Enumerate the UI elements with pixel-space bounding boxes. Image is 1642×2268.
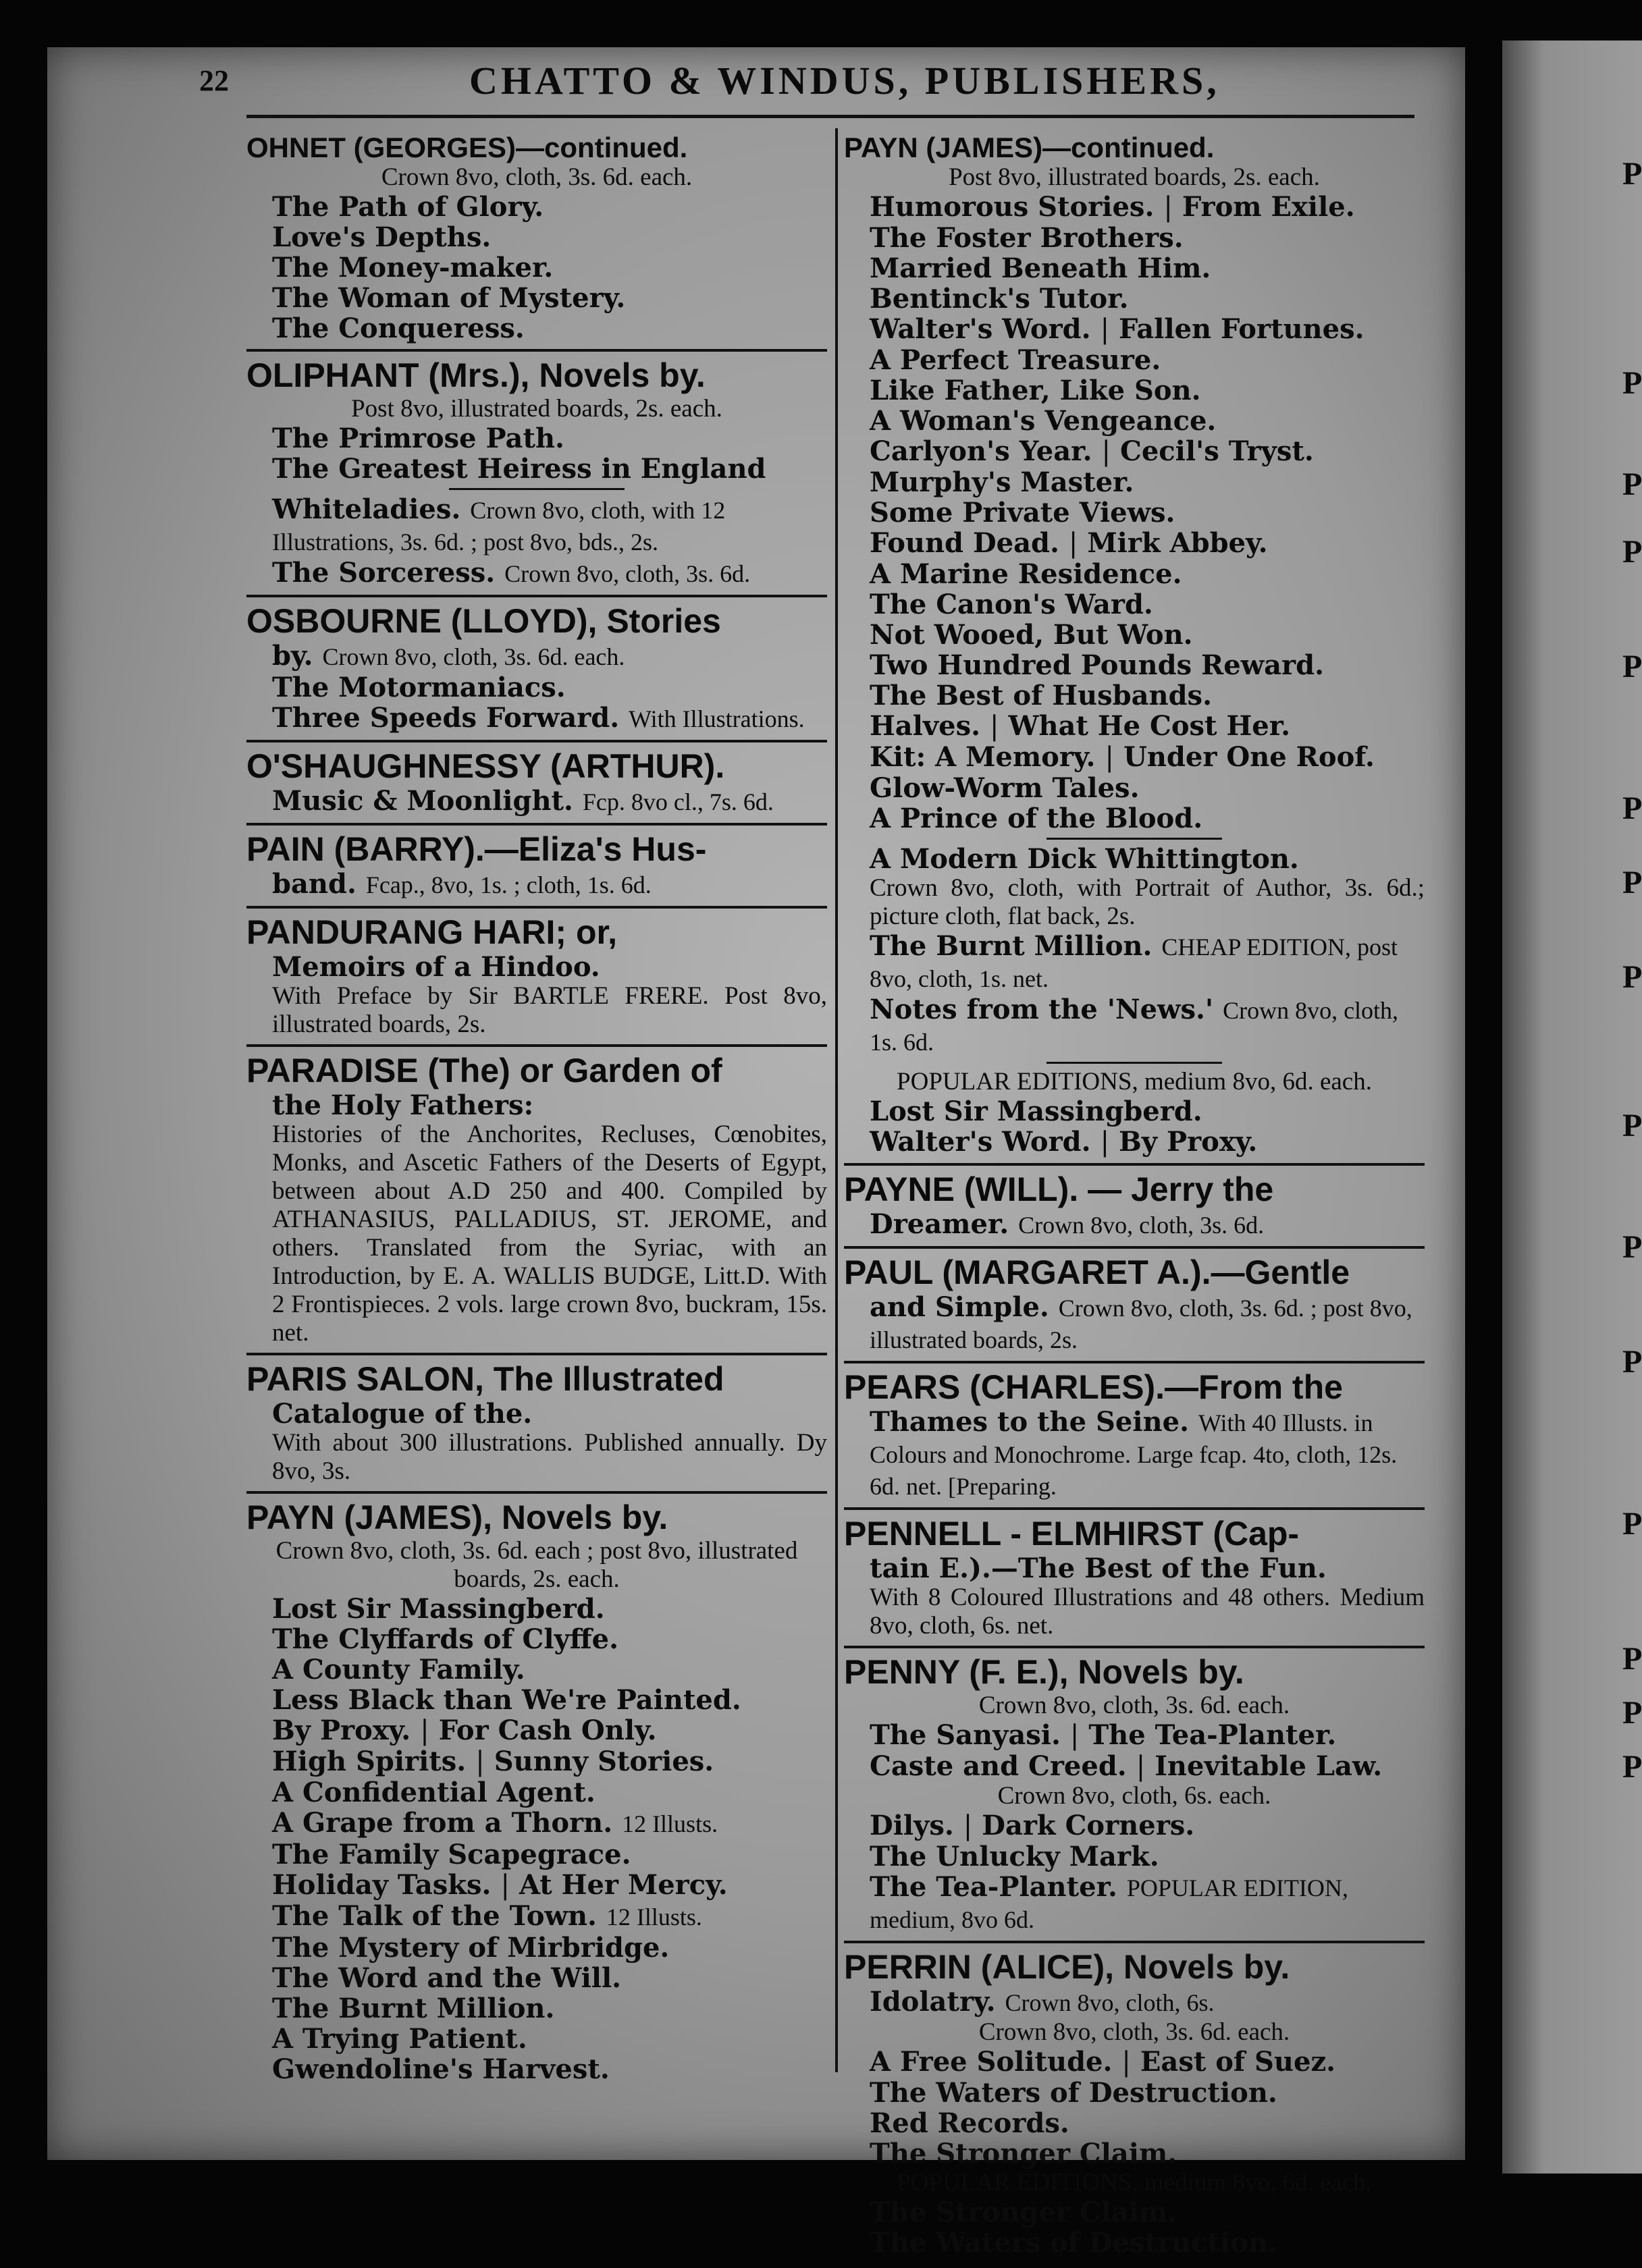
author-heading: PENNY (F. E.), Novels by.	[844, 1653, 1244, 1691]
book-title: The Tea-Planter. POPULAR EDITION, medium, 8vo 6d.	[870, 1871, 1348, 1933]
book-title: The Foster Brothers.	[870, 222, 1184, 254]
book-title: The Sorceress. Crown 8vo, cloth, 3s. 6d.	[272, 557, 751, 589]
author-heading: PARADISE (The) or Garden of	[246, 1052, 722, 1089]
book-title: Less Black than We're Painted.	[272, 1684, 741, 1716]
book-title-pair: Found Dead. | Mirk Abbey.	[870, 527, 1268, 559]
book-title: The Woman of Mystery.	[272, 282, 626, 314]
book-title: the Holy Fathers:	[272, 1089, 534, 1121]
author-heading: PAYN (JAMES)—continued.	[844, 132, 1215, 163]
book-title: Lost Sir Massingberd.	[272, 1593, 605, 1625]
margin-letter: P	[1622, 865, 1642, 900]
popular-editions-note: POPULAR EDITIONS, medium 8vo, 6d. each.	[897, 2169, 1372, 2196]
margin-letter: P	[1622, 1695, 1642, 1731]
book-title: A County Family.	[272, 1654, 525, 1685]
entry-oliphant	[246, 352, 827, 597]
entry-payne	[844, 1166, 1425, 1249]
margin-letter: P	[1622, 1344, 1642, 1380]
left-column	[246, 128, 827, 2090]
book-title: The Money-maker.	[272, 252, 554, 284]
entry-paul	[844, 1249, 1425, 1364]
book-title: A Trying Patient.	[272, 2023, 527, 2055]
book-title: The Canon's Ward.	[870, 589, 1153, 620]
format-note: Fcp. 8vo cl., 7s. 6d.	[582, 788, 774, 815]
entry-ohnet	[246, 128, 827, 352]
running-title: CHATTO & WINDUS, PUBLISHERS,	[469, 59, 1220, 103]
adjacent-page-edge	[1502, 40, 1642, 2174]
book-title: The Motormaniacs.	[272, 672, 566, 703]
book-title: The Stronger Claim.	[870, 2196, 1177, 2228]
book-title: A Perfect Treasure.	[870, 344, 1161, 376]
author-heading: PERRIN (ALICE), Novels by.	[844, 1948, 1290, 1986]
book-title-pair: Walter's Word. | By Proxy.	[870, 1126, 1258, 1158]
book-title: The Family Scapegrace.	[272, 1839, 631, 1870]
book-title: A Marine Residence.	[870, 558, 1182, 590]
book-title: Murphy's Master.	[870, 466, 1134, 498]
author-heading: PENNELL - ELMHIRST (Cap-	[844, 1515, 1300, 1552]
book-title: Dreamer. Crown 8vo, cloth, 3s. 6d.	[870, 1208, 1265, 1240]
book-title: The Conqueress.	[272, 313, 525, 344]
book-title: Whiteladies. Crown 8vo, cloth, with 12 Illustrations, 3s. 6d. ; post 8vo, bds., 2s.	[272, 493, 726, 556]
margin-letter: P	[1622, 156, 1642, 192]
description: With Preface by Sir BARTLE FRERE. Post 8vo, illustrated boards, 2s.	[272, 982, 827, 1038]
format-note: Crown 8vo, cloth, 3s. 6d. each.	[381, 163, 693, 191]
book-title: A Modern Dick Whittington.	[870, 843, 1299, 875]
book-title: The Path of Glory.	[272, 191, 544, 223]
book-title-pair: Kit: A Memory. | Under One Roof.	[870, 741, 1375, 773]
margin-letter: P	[1622, 534, 1642, 570]
book-title: Memoirs of a Hindoo.	[272, 951, 600, 983]
margin-letter: P	[1622, 466, 1642, 502]
book-title: Gwendoline's Harvest.	[272, 2053, 610, 2085]
book-title: and Simple. Crown 8vo, cloth, 3s. 6d. ; post 8vo, illustrated boards, 2s.	[870, 1291, 1412, 1353]
margin-letter: P	[1622, 649, 1642, 684]
entry-paradise	[246, 1047, 827, 1355]
book-title-pair: By Proxy. | For Cash Only.	[272, 1714, 657, 1746]
header-rule	[246, 115, 1414, 118]
book-title: A Prince of the Blood.	[870, 803, 1203, 834]
entry-penny	[844, 1648, 1425, 1943]
book-title: Thames to the Seine. With 40 Illusts. in Colours and Monochrome. Large fcap. 4to, cloth, 12s. 6d. net. [Preparing.	[870, 1406, 1398, 1500]
book-title: The Mystery of Mirbridge.	[272, 1932, 670, 1964]
entry-perrin	[844, 1943, 1425, 2263]
book-title: The Clyffards of Clyffe.	[272, 1623, 619, 1655]
format-note: Crown 8vo, cloth, 6s. each.	[997, 1782, 1271, 1810]
author-heading: PARIS SALON, The Illustrated	[246, 1360, 724, 1398]
book-title-pair: A Free Solitude. | East of Suez.	[870, 2046, 1336, 2078]
margin-letter: P	[1622, 1229, 1642, 1265]
book-title-pair: Holiday Tasks. | At Her Mercy.	[272, 1869, 728, 1901]
margin-letter: P	[1622, 1108, 1642, 1143]
author-heading: OLIPHANT (Mrs.), Novels by.	[246, 356, 706, 394]
book-title: Glow-Worm Tales.	[870, 772, 1140, 804]
book-title: The Unlucky Mark.	[870, 1841, 1159, 1872]
popular-editions-note: POPULAR EDITIONS, medium 8vo, 6d. each.	[897, 1068, 1372, 1096]
book-title: Like Father, Like Son.	[870, 375, 1201, 406]
entry-pears	[844, 1364, 1425, 1510]
margin-letter: P	[1622, 1749, 1642, 1785]
entry-payn	[246, 1494, 827, 2090]
format-note: Crown 8vo, cloth, 3s. 6d.	[504, 560, 751, 587]
entry-pandurang	[246, 909, 827, 1047]
author-heading: O'SHAUGHNESSY (ARTHUR).	[246, 747, 725, 785]
book-title: tain E.).—The Best of the Fun.	[870, 1552, 1327, 1584]
book-title: Catalogue of the.	[272, 1398, 533, 1430]
rule	[1047, 1062, 1222, 1064]
book-title: A Grape from a Thorn. 12 Illusts.	[272, 1807, 718, 1839]
book-title: Some Private Views.	[870, 497, 1175, 529]
format-note: Crown 8vo, cloth, with 12 Illustrations, 3s. 6d. ; post 8vo, bds., 2s.	[272, 497, 726, 556]
description: With 8 Coloured Illustrations and 48 others. Medium 8vo, cloth, 6s. net.	[870, 1584, 1425, 1640]
running-head	[199, 58, 1414, 105]
book-title: The Greatest Heiress in England	[272, 453, 766, 485]
page-number: 22	[199, 64, 229, 97]
entry-pain	[246, 826, 827, 909]
author-heading: OSBOURNE (LLOYD), Stories	[246, 602, 721, 640]
entry-paris-salon	[246, 1355, 827, 1494]
format-note: Crown 8vo, cloth, 3s. 6d. each.	[978, 1692, 1290, 1719]
description: With about 300 illustrations. Published annually. Dy 8vo, 3s.	[272, 1429, 827, 1485]
book-title: The Waters of Destruction.	[870, 2227, 1277, 2259]
book-title-pair: The Sanyasi. | The Tea-Planter.	[870, 1719, 1337, 1751]
book-title-pair: High Spirits. | Sunny Stories.	[272, 1746, 714, 1777]
book-title-pair: Halves. | What He Cost Her.	[870, 710, 1291, 742]
book-title: Not Wooed, But Won.	[870, 619, 1193, 651]
book-title: Bentinck's Tutor.	[870, 283, 1129, 315]
book-title: The Burnt Million. CHEAP EDITION, post 8vo, cloth, 1s. net.	[870, 930, 1398, 992]
author-heading: PEARS (CHARLES).—From the	[844, 1368, 1343, 1406]
entry-pennell	[844, 1510, 1425, 1648]
author-heading: PAUL (MARGARET A.).—Gentle	[844, 1253, 1350, 1291]
author-heading: PAYNE (WILL). — Jerry the	[844, 1170, 1274, 1208]
format-note: Fcap., 8vo, 1s. ; cloth, 1s. 6d.	[365, 871, 652, 898]
author-heading: PANDURANG HARI; or,	[246, 913, 618, 951]
book-title: Three Speeds Forward. With Illustrations.	[272, 702, 805, 734]
margin-letter: P	[1622, 959, 1642, 995]
book-title-pair: Dilys. | Dark Corners.	[870, 1810, 1195, 1841]
entry-osbourne	[246, 597, 827, 742]
entry-oshaughnessy	[246, 742, 827, 826]
book-title: The Primrose Path.	[272, 423, 564, 454]
margin-letter: P	[1622, 790, 1642, 826]
margin-letter: P	[1622, 1506, 1642, 1542]
book-title: Notes from the 'News.' Crown 8vo, cloth, 1s. 6d.	[870, 994, 1399, 1056]
book-title: A Woman's Vengeance.	[870, 405, 1217, 437]
book-title-pair: Walter's Word. | Fallen Fortunes.	[870, 313, 1365, 345]
book-title: band. Fcap., 8vo, 1s. ; cloth, 1s. 6d.	[272, 868, 652, 900]
book-title: The Waters of Destruction.	[870, 2077, 1277, 2109]
book-title: Two Hundred Pounds Reward.	[870, 649, 1325, 681]
book-title: Idolatry. Crown 8vo, cloth, 6s.	[870, 1986, 1215, 2018]
book-title: Love's Depths.	[272, 221, 492, 253]
book-title-pair: Caste and Creed. | Inevitable Law.	[870, 1750, 1383, 1782]
format-note: Crown 8vo, cloth, with Portrait of Author, 3s. 6d.; picture cloth, flat back, 2s.	[870, 874, 1425, 930]
book-title: The Talk of the Town. 12 Illusts.	[272, 1900, 702, 1932]
book-title: Lost Sir Massingberd.	[870, 1096, 1202, 1127]
entry-payn-continued	[844, 128, 1425, 1166]
margin-letter: P	[1622, 1641, 1642, 1677]
description: Histories of the Anchorites, Recluses, Cœnobites, Monks, and Ascetic Fathers of the Deserts of Egypt, between about A.D 250 and 400. Compiled by ATHANASIUS, PALLADIUS, ST. JEROME, and others. Translated from the Syriac, with an Introduction, by E. A. WALLIS BUDGE, Litt.D. With 2 Frontispieces. 2 vols. large crown 8vo, buckram, 15s. net.	[272, 1120, 827, 1347]
author-heading: OHNET (GEORGES)—continued.	[246, 132, 688, 163]
book-title-pair: Humorous Stories. | From Exile.	[870, 191, 1355, 223]
book-title-pair: Carlyon's Year. | Cecil's Tryst.	[870, 435, 1314, 467]
book-title: Married Beneath Him.	[870, 252, 1211, 284]
book-title: Music & Moonlight. Fcp. 8vo cl., 7s. 6d.	[272, 785, 774, 817]
format-note: Post 8vo, illustrated boards, 2s. each.	[949, 163, 1320, 191]
format-note: Crown 8vo, cloth, 3s. 6d. each.	[978, 2018, 1290, 2046]
margin-letter: P	[1622, 365, 1642, 401]
book-title: The Stronger Claim.	[870, 2138, 1177, 2169]
format-note: Crown 8vo, cloth, 3s. 6d. each.	[322, 643, 625, 670]
format-note: Post 8vo, illustrated boards, 2s. each.	[351, 395, 722, 423]
book-title: The Word and the Will.	[272, 1962, 622, 1994]
book-title: The Burnt Million.	[272, 1993, 555, 2024]
rule	[1047, 838, 1222, 840]
column-divider	[835, 128, 838, 2072]
book-title: The Best of Husbands.	[870, 680, 1212, 711]
author-heading: PAYN (JAMES), Novels by.	[246, 1498, 668, 1536]
author-heading: PAIN (BARRY).—Eliza's Hus-	[246, 830, 707, 868]
format-note: With Illustrations.	[629, 705, 805, 732]
right-column	[844, 128, 1425, 2263]
author-heading-cont: by. Crown 8vo, cloth, 3s. 6d. each.	[272, 640, 625, 672]
rule	[449, 488, 625, 490]
format-note: Crown 8vo, cloth, 3s. 6d. each ; post 8vo, illustrated boards, 2s. each.	[275, 1537, 798, 1593]
book-title: A Confidential Agent.	[272, 1777, 595, 1808]
book-title: Red Records.	[870, 2107, 1069, 2139]
